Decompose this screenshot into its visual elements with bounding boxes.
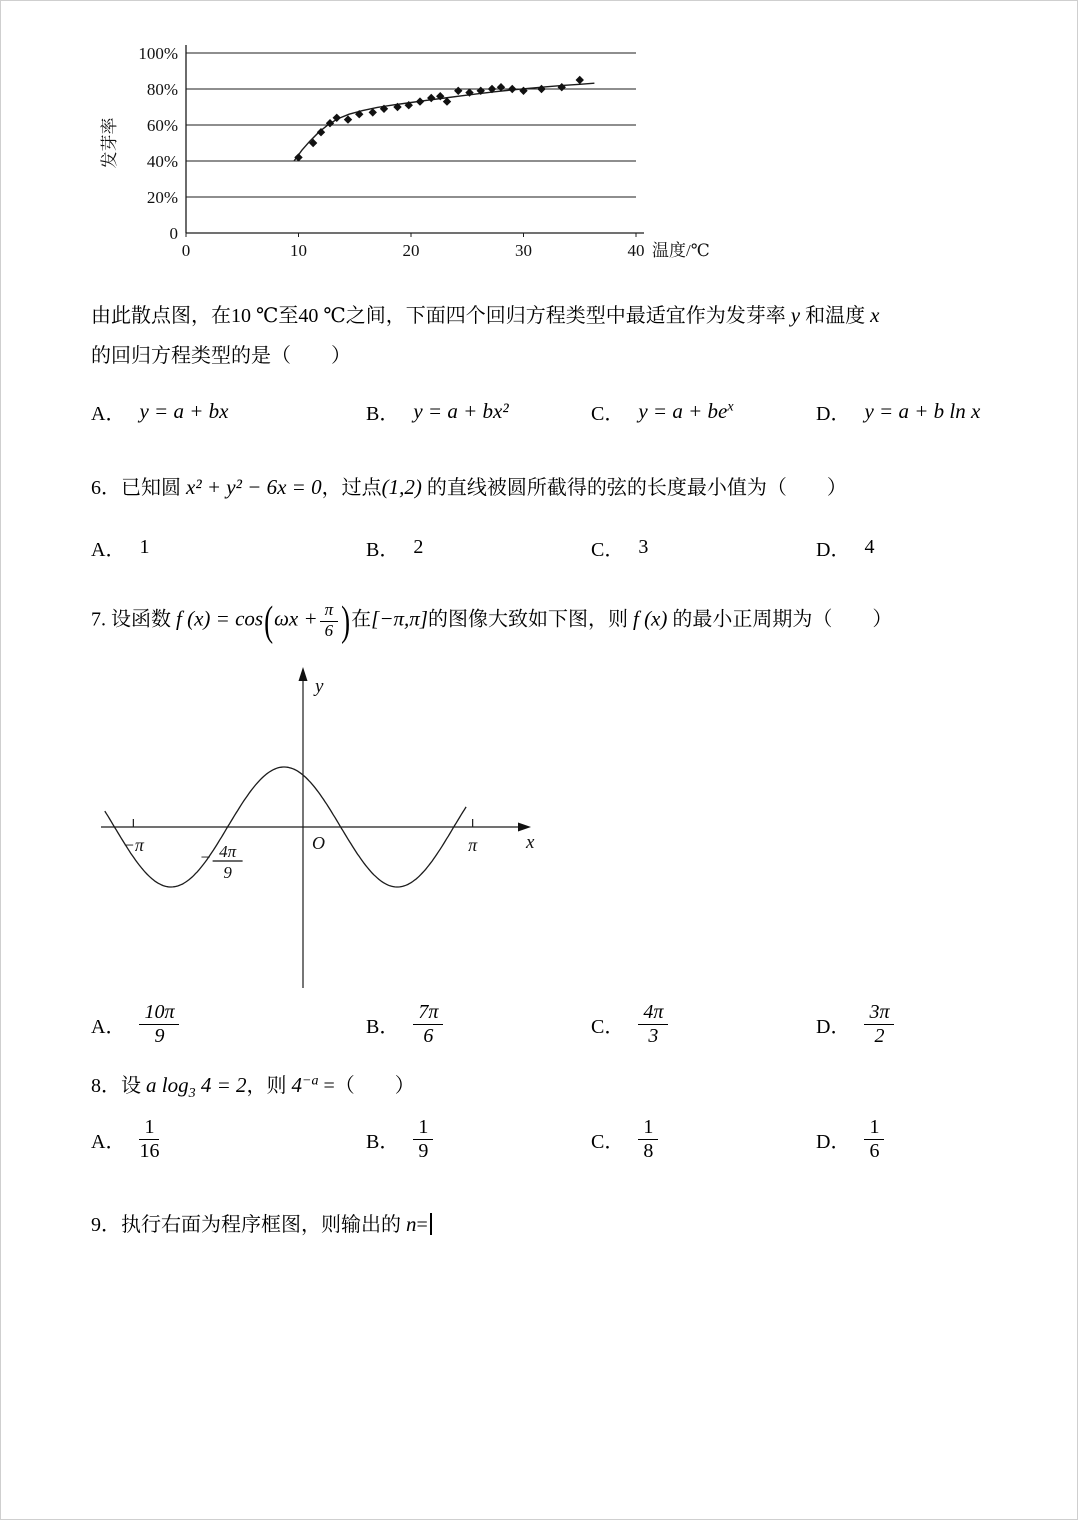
data-point-diamond [454,87,462,95]
data-point-diamond [508,85,516,93]
x-axis-label: x [526,832,535,853]
data-point-diamond [537,85,545,93]
q7-option-c [591,1001,816,1048]
option-value: 1 [139,535,150,558]
origin-label: O [312,833,325,853]
option-fraction [638,1001,668,1048]
option-value: 4 [864,535,875,558]
x-tick-label: 30 [515,241,532,260]
q8-stem-text-1: 8．设 [91,1074,146,1097]
q5-stem-text-3: 的回归方程类型的是（ ） [91,345,351,367]
q7-stem-text-1: 7. 设函数 [91,608,176,631]
option-label: A． [91,1130,126,1153]
q6-circle-equation: x² + y² − 6x = 0 [186,475,322,499]
q6-option-c [591,526,816,568]
option-label: B． [366,402,400,425]
q6-point: (1,2) [381,475,422,499]
fraction-numerator: 4π [638,1001,668,1025]
option-label: C． [591,538,625,561]
germination-scatter-chart [91,41,989,286]
q9-stem-text-1: 9．执行右面为程序框图，则输出的 [91,1213,406,1236]
text-cursor [430,1213,432,1235]
option-fraction [864,1116,884,1163]
q8-option-c [591,1116,816,1163]
pi-tick-label: π [468,835,478,855]
y-axis-label: y [315,676,324,697]
fraction-denominator: 6 [423,1025,434,1048]
q5-var-x: x [870,303,880,327]
y-tick-label: 40% [146,152,178,171]
option-fraction [638,1116,658,1163]
option-formula: y = a + b ln x [864,398,981,423]
q6-stem [91,466,989,508]
option-label: C． [591,1130,625,1153]
q8-log-base: 3 [188,1085,196,1101]
q5-option-c [591,390,816,432]
fraction-numerator: 3π [864,1001,894,1025]
q5-option-b [366,390,591,432]
fraction-numerator: 4π [219,842,237,861]
q8-stem [91,1064,989,1108]
fraction-denominator: 2 [874,1025,885,1048]
option-label: A． [91,1015,126,1038]
q7-stem-text-2: 在 [351,608,372,631]
fraction-denominator: 9 [154,1025,165,1048]
q5-stem-text-1: 由此散点图，在10 ℃至40 ℃之间，下面四个回归方程类型中最适宜作为发芽率 [91,305,791,327]
option-label: B． [366,538,400,561]
option-value: 3 [638,535,649,558]
fraction-numerator: 1 [413,1116,433,1140]
q6-stem-text-3: 的直线被圆所截得的弦的长度最小值为（ ） [421,477,847,499]
option-label: A． [91,538,126,561]
fraction-denominator: 6 [324,621,334,640]
left-paren: ( [264,597,274,645]
data-point-diamond [416,97,424,105]
y-tick-label: 20% [146,188,178,207]
fraction-numerator: 1 [864,1116,884,1140]
x-axis-title: 温度/℃ [652,241,710,260]
q7-stem [91,594,989,648]
neg-pi-tick-label: −π [122,835,144,855]
fraction-numerator: π [320,601,339,622]
option-fraction [864,1001,894,1048]
q8-power-exponent: −a [302,1073,319,1089]
option-fraction [413,1116,433,1163]
option-label: D． [816,538,851,561]
q5-stem-text-2: 和温度 [800,305,871,327]
y-tick-label: 80% [146,80,178,99]
x-tick-label: 0 [181,241,191,260]
q6-stem-text-2: ，过点 [321,477,382,499]
x-tick-label: 40 [627,241,645,260]
cosine-plot-svg [91,662,537,994]
q7-option-a [91,1001,366,1048]
q5-option-d [816,390,989,432]
y-tick-label: 60% [146,116,178,135]
option-label: B． [366,1015,400,1038]
option-label: C． [591,402,625,425]
fraction-numerator: 7π [413,1001,443,1025]
q8-option-a [91,1116,366,1163]
q8-power-base: 4 [291,1072,303,1097]
q5-options [91,390,989,432]
x-tick-label: 10 [290,241,307,260]
q6-option-a [91,526,366,568]
q8-log-expression: a log [146,1072,189,1097]
q5-stem [91,294,989,376]
fraction-denominator: 9 [418,1140,429,1163]
option-label: D． [816,1130,851,1153]
option-label: A． [91,402,126,425]
q9-equals: = [416,1213,428,1236]
option-label: D． [816,1015,851,1038]
option-label: B． [366,1130,400,1153]
y-axis-title: 发芽率 [100,117,119,169]
fraction-denominator: 8 [643,1140,654,1163]
option-formula: y = a + be [638,398,728,423]
fraction-numerator: 10π [139,1001,179,1025]
y-tick-label: 0 [169,224,178,243]
q7-function-lhs: f (x) = cos [176,606,264,631]
data-point-diamond [427,94,435,102]
option-value: 2 [413,535,424,558]
right-paren: ) [341,597,351,645]
q7-fx: f (x) [632,606,668,631]
q8-options [91,1116,989,1163]
cosine-graph [91,662,989,999]
q7-stem-text-4: 的最小正周期为（ ） [667,608,893,631]
q8-stem-text-3: =（ ） [318,1074,415,1097]
q7-stem-text-3: 的图像大致如下图，则 [427,608,633,631]
q7-option-d [816,1001,989,1048]
q6-option-b [366,526,591,568]
x-axis-arrow [518,823,531,832]
q9-var-n: n [406,1211,417,1236]
q8-stem-text-2: ，则 [246,1074,292,1097]
q7-options [91,1001,989,1048]
y-axis-arrow [299,667,308,681]
fraction-denominator: 6 [869,1140,880,1163]
q7-inner-term: ωx + [274,606,318,631]
q7-option-b [366,1001,591,1048]
option-label: C． [591,1015,625,1038]
option-label: D． [816,402,851,425]
y-tick-label: 100% [138,44,178,63]
q5-option-a [91,390,366,432]
q7-interval: [−π,π] [371,606,428,631]
q8-option-d [816,1116,989,1163]
option-superscript: x [727,398,734,414]
fraction-denominator: 16 [139,1140,160,1163]
x-tick-label: 20 [402,241,420,260]
scatter-plot-svg [91,41,731,281]
fraction-denominator: 3 [648,1025,659,1048]
q8-option-b [366,1116,591,1163]
q6-options [91,526,989,568]
data-point-diamond [344,115,352,123]
q5-var-y: y [790,303,801,327]
trend-curve [294,83,594,161]
q6-option-d [816,526,989,568]
data-point-diamond [558,83,566,91]
option-fraction [139,1001,179,1048]
q8-log-rhs: 4 = 2 [195,1072,247,1097]
data-point-diamond [294,153,302,161]
fraction-numerator: 1 [139,1116,159,1140]
q7-pi-over-6-fraction [320,601,339,640]
fraction-numerator: 1 [638,1116,658,1140]
q6-stem-text-1: 6．已知圆 [91,477,186,499]
q9-stem [91,1203,989,1245]
option-fraction [139,1116,159,1163]
fraction-denominator: 9 [223,863,232,882]
data-point-diamond [317,128,325,136]
data-point-diamond [576,76,584,84]
option-formula: y = a + bx [139,398,229,423]
option-formula: y = a + bx² [413,398,509,423]
fraction-minus-sign: − [200,847,211,867]
option-fraction [413,1001,443,1048]
